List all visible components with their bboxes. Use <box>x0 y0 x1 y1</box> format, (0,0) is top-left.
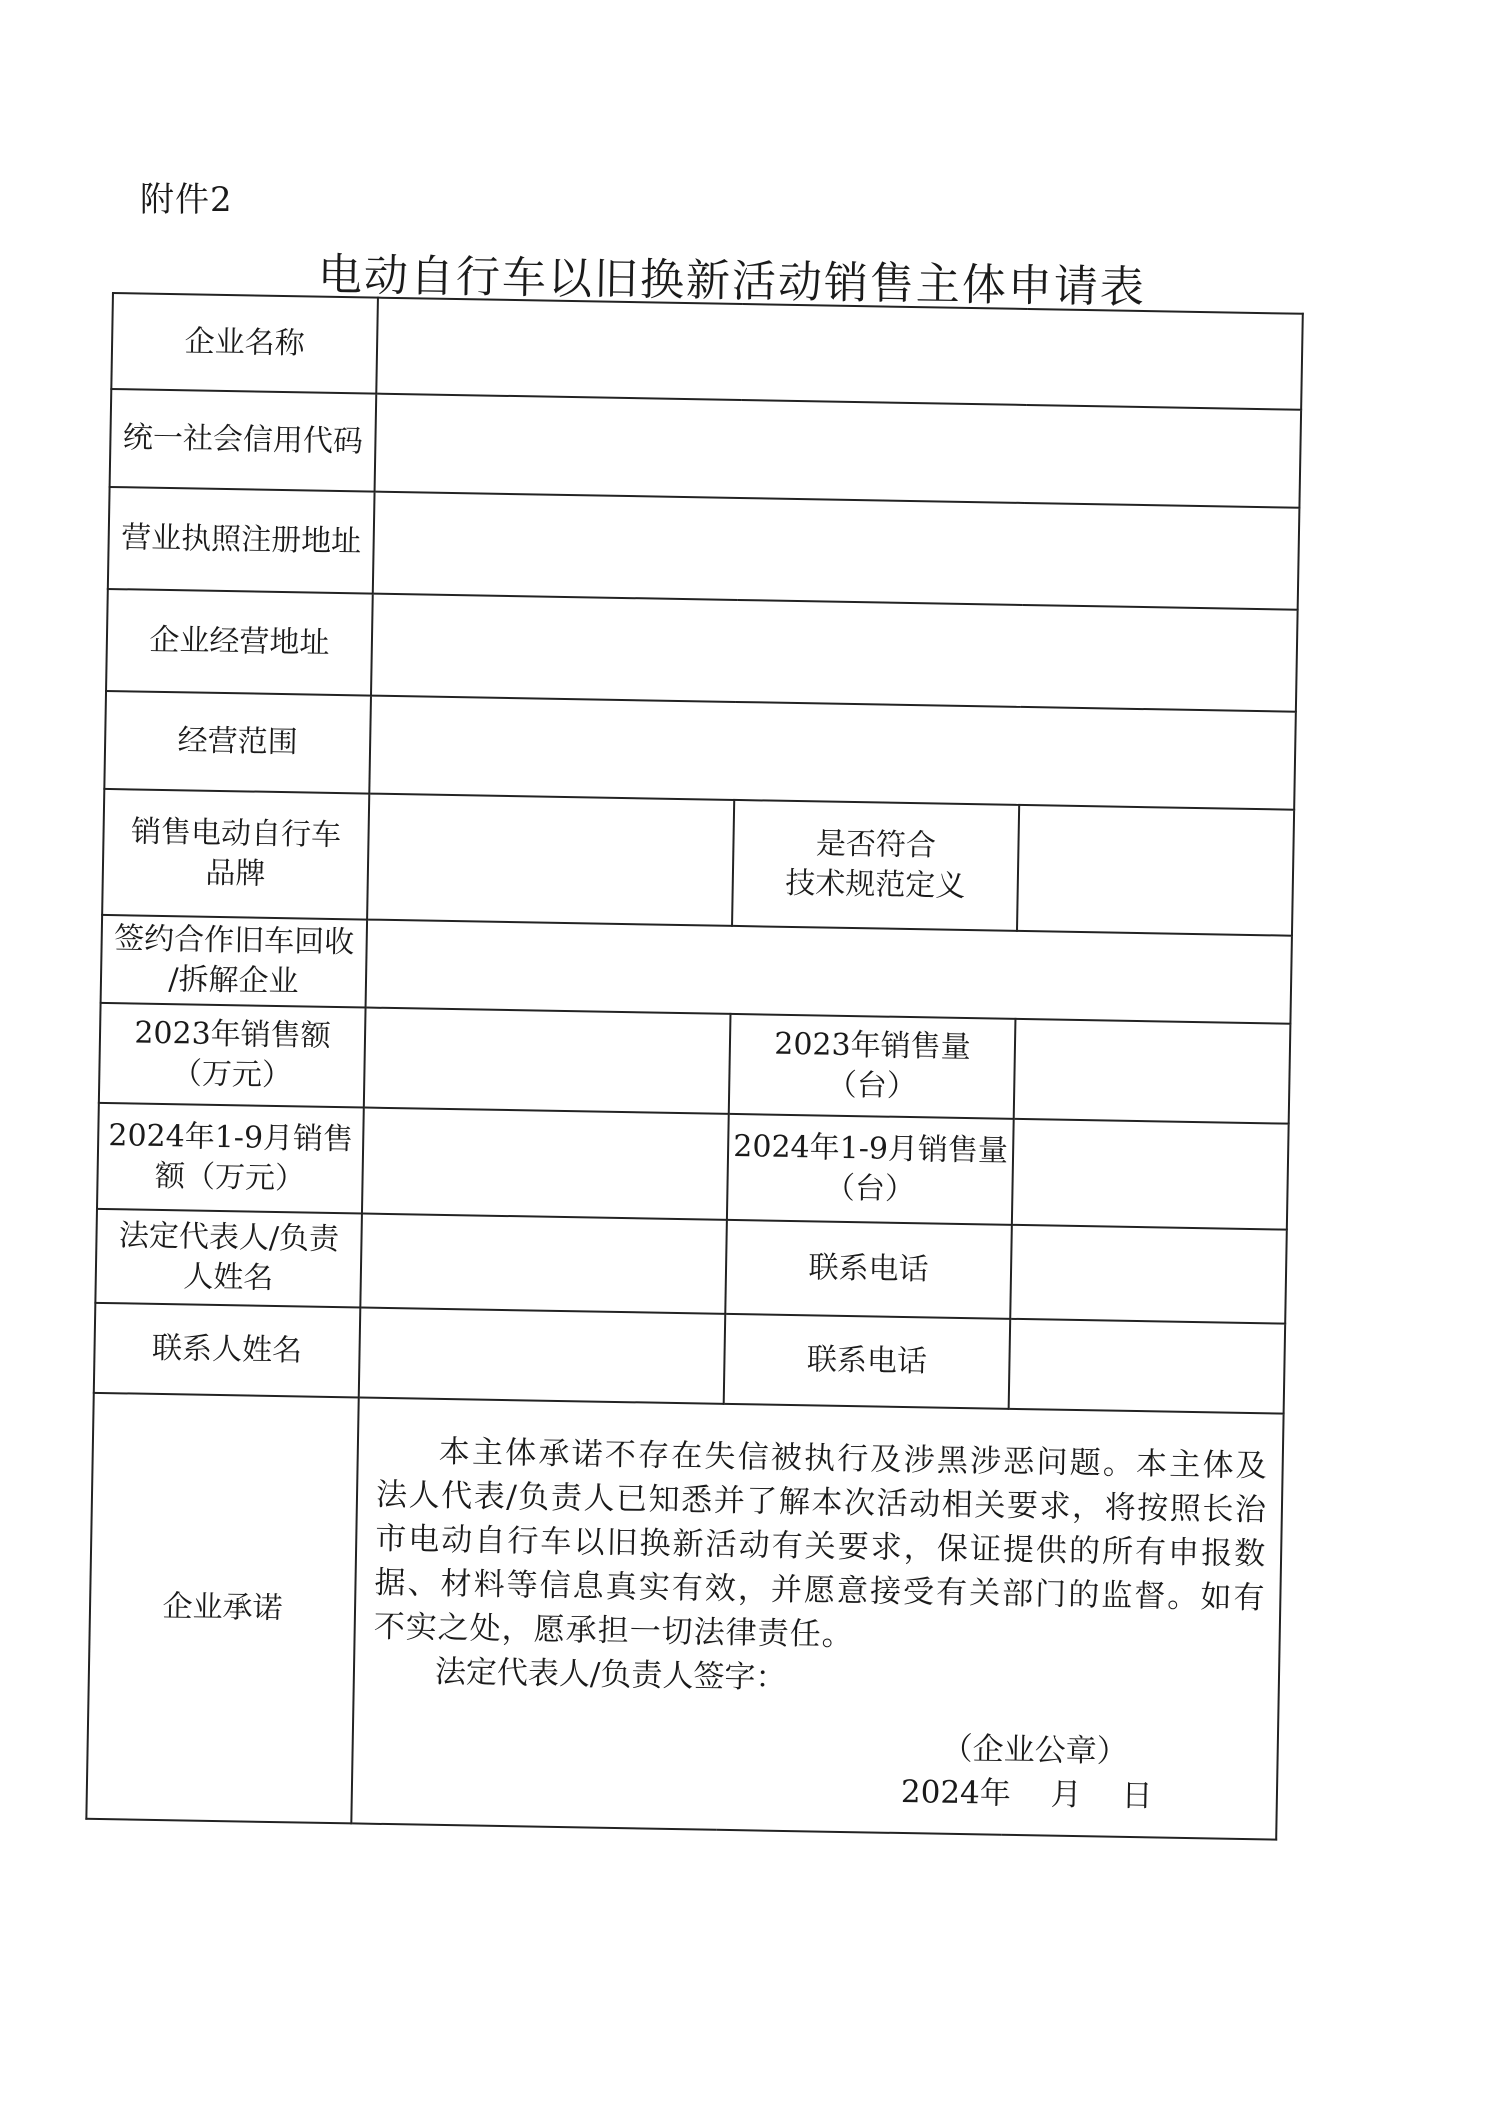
volume-2023-field[interactable] <box>1014 1019 1291 1124</box>
signature-line: 法定代表人/负责人签字： <box>434 1653 787 1696</box>
pledge-content <box>351 1397 1283 1839</box>
row-brand <box>102 789 1294 936</box>
compliance-label: 是否符合 技术规范定义 <box>732 800 1019 931</box>
sales-2024-field[interactable] <box>362 1108 729 1220</box>
business-address-field[interactable] <box>371 594 1298 712</box>
recycler-field[interactable] <box>366 920 1292 1024</box>
compliance-field[interactable] <box>1017 805 1294 936</box>
registered-address-label: 营业执照注册地址 <box>108 487 375 594</box>
pledge-text: 本主体承诺不存在失信被执行及涉黑涉恶问题。本主体及法人代表/负责人已知悉并了解本次活动相关要求，将按照长治市电动自行车以旧换新活动有关要求，保证提供的所有申报数据、材料等信息真实有效，并愿意接受有关部门的监督。如有不实之处，愿承担一切法律责任。 <box>373 1433 1269 1654</box>
form-title: 电动自行车以旧换新活动销售主体申请表 <box>317 249 1147 314</box>
credit-code-label: 统一社会信用代码 <box>110 389 377 492</box>
business-scope-field[interactable] <box>369 696 1296 810</box>
sales-2023-field[interactable] <box>364 1008 731 1114</box>
date-line: 2024年 月 日 <box>900 1774 1153 1815</box>
volume-2023-label: 2023年销售量 （台） <box>729 1014 1016 1119</box>
company-name-field[interactable] <box>376 298 1303 410</box>
registered-address-field[interactable] <box>373 492 1300 610</box>
phone-label-2: 联系电话 <box>724 1314 1011 1409</box>
company-name-label: 企业名称 <box>111 293 378 394</box>
phone-field-2[interactable] <box>1009 1319 1286 1414</box>
business-address-label: 企业经营地址 <box>106 589 373 696</box>
contact-name-label: 联系人姓名 <box>94 1303 361 1398</box>
legal-rep-field[interactable] <box>360 1214 727 1314</box>
attachment-label: 附件2 <box>140 180 233 220</box>
application-form-table <box>85 292 1304 1841</box>
phone-label-1: 联系电话 <box>725 1220 1012 1319</box>
phone-field-1[interactable] <box>1010 1225 1287 1324</box>
sales-2023-label: 2023年销售额 （万元） <box>99 1003 366 1108</box>
contact-name-field[interactable] <box>359 1307 726 1403</box>
volume-2024-field[interactable] <box>1012 1119 1289 1230</box>
brand-label: 销售电动自行车 品牌 <box>102 789 369 920</box>
business-scope-label: 经营范围 <box>104 691 371 794</box>
pledge-label: 企业承诺 <box>86 1393 358 1824</box>
sales-2024-label: 2024年1-9月销售 额（万元） <box>97 1103 364 1214</box>
recycler-label: 签约合作旧车回收 /拆解企业 <box>101 915 367 1008</box>
legal-rep-label: 法定代表人/负责 人姓名 <box>95 1209 362 1308</box>
credit-code-field[interactable] <box>375 394 1302 508</box>
row-pledge <box>86 1393 1283 1840</box>
row-2024-sales <box>97 1103 1289 1230</box>
company-seal-label: （企业公章） <box>941 1730 1128 1770</box>
brand-field[interactable] <box>367 794 734 926</box>
volume-2024-label: 2024年1-9月销售量 （台） <box>727 1114 1014 1225</box>
